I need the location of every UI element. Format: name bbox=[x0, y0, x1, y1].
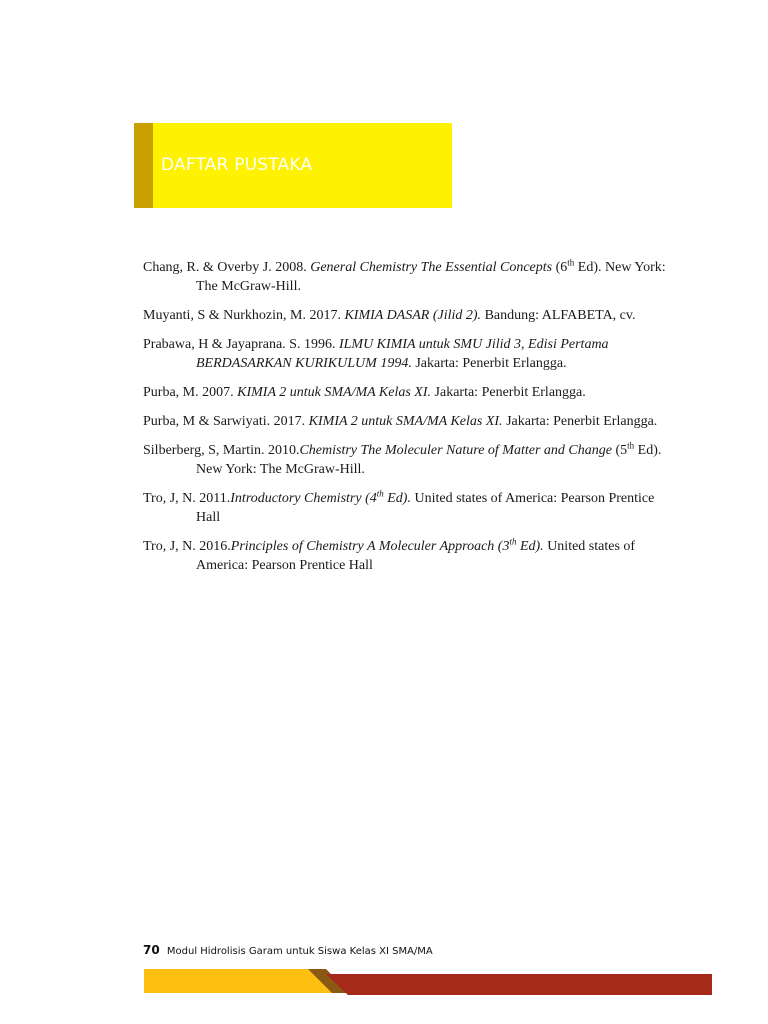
footer-red-band bbox=[326, 974, 712, 995]
reference-item: Tro, J, N. 2016.Principles of Chemistry A Moleculer Approach (3th Ed). United states of America: Pearson Prentice Hall bbox=[143, 536, 636, 573]
page-number: 70 bbox=[143, 943, 160, 957]
reference-item: Chang, R. & Overby J. 2008. General Chemistry The Essential Concepts (6th Ed). New York: The McGraw-Hill. bbox=[143, 257, 666, 294]
reference-item: Purba, M. 2007. KIMIA 2 untuk SMA/MA Kelas XI. Jakarta: Penerbit Erlangga. bbox=[143, 385, 586, 400]
reference-item: Tro, J, N. 2011.Introductory Chemistry (4th Ed). United states of America: Pearson Prentice Hall bbox=[143, 488, 655, 525]
reference-item: Purba, M & Sarwiyati. 2017. KIMIA 2 untuk SMA/MA Kelas XI. Jakarta: Penerbit Erlangga. bbox=[143, 414, 658, 429]
section-title: DAFTAR PUSTAKA bbox=[161, 155, 313, 175]
module-title: Modul Hidrolisis Garam untuk Siswa Kelas XI SMA/MA bbox=[166, 946, 433, 957]
reference-item: Muyanti, S & Nurkhozin, M. 2017. KIMIA DASAR (Jilid 2). Bandung: ALFABETA, cv. bbox=[143, 308, 636, 323]
reference-item: Silberberg, S, Martin. 2010.Chemistry The Moleculer Nature of Matter and Change (5th Ed). New York: The McGraw-Hill. bbox=[143, 440, 662, 477]
reference-item: Prabawa, H & Jayaprana. S. 1996. ILMU KIMIA untuk SMU Jilid 3, Edisi Pertama BERDASARKAN KURIKULUM 1994. Jakarta: Penerbit Erlangga. bbox=[143, 337, 609, 371]
